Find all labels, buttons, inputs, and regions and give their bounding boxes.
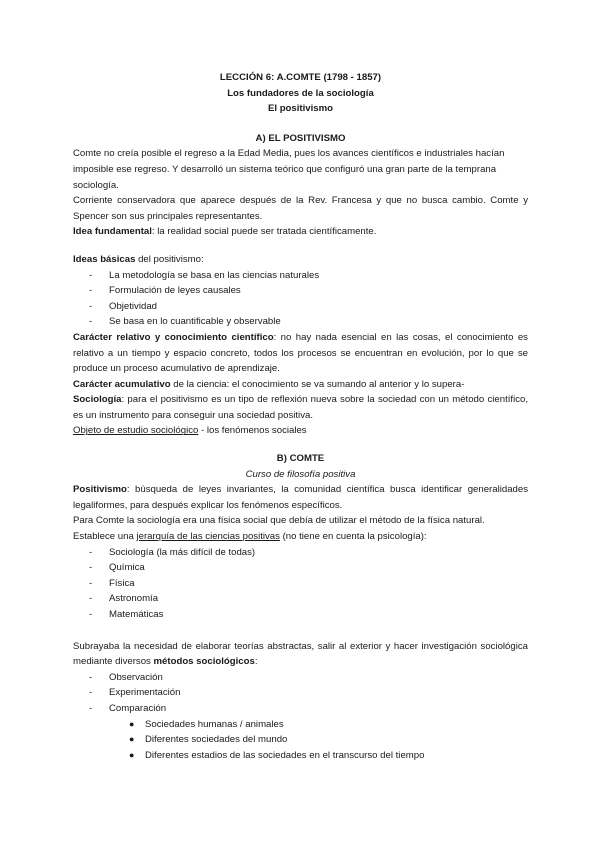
comparacion-list bbox=[73, 717, 528, 764]
list-item: - Formulación de leyes causales bbox=[89, 285, 241, 297]
positivismo-label: Positivismo bbox=[73, 484, 127, 496]
list-item: - Química bbox=[89, 562, 145, 574]
caracter-acumulativo-label: Carácter acumulativo bbox=[73, 378, 171, 390]
caracter-acumulativo: Carácter acumulativo de la ciencia: el conocimiento se va sumando al anterior y lo supera- bbox=[73, 378, 465, 390]
metodos-intro: Subrayaba la necesidad de elaborar teorías abstractas, salir al exterior y hacer investigación sociológica mediante diversos métodos sociológicos: bbox=[73, 640, 528, 668]
lesson-topic: El positivismo bbox=[267, 103, 334, 115]
list-item: - Observación bbox=[89, 671, 163, 683]
jerarquia: Establece una jerarquía de las ciencias positivas (no tiene en cuenta la psicología): bbox=[73, 531, 427, 543]
caracter-relativo: Carácter relativo y conocimiento científico: no hay nada esencial en las cosas, el conocimiento es relativo a un tiempo y espacio concreto, todos los procesos se encuentran en evolución, por lo que se produce un proceso acumulativo de aprendizaje. bbox=[73, 331, 528, 375]
metodos-list bbox=[73, 670, 528, 717]
document-page bbox=[73, 70, 528, 763]
paragraph-corriente: Corriente conservadora que aparece después de la Rev. Francesa y que no busca cambio. Comte y Spencer son sus principales representantes. bbox=[73, 195, 528, 222]
list-item: - Astronomía bbox=[89, 593, 159, 605]
positivismo-def: Positivismo: búsqueda de leyes invariantes, la comunidad científica busca identificar generalidades legaliformes, para después explicar los fenómenos específicos. bbox=[73, 484, 528, 511]
list-item: - Matemáticas bbox=[89, 609, 164, 620]
paragraph-fisica-social: Para Comte la sociología era una física social que debía de utilizar el método de la física natural. bbox=[73, 515, 485, 527]
ciencias-list bbox=[73, 545, 528, 623]
list-item: ● Sociedades humanas / animales bbox=[73, 717, 528, 733]
list-item: - Se basa en lo cuantificable y observable bbox=[89, 316, 281, 328]
objeto-estudio: Objeto de estudio sociológico - los fenómenos sociales bbox=[73, 425, 307, 437]
list-item: - Objetividad bbox=[89, 300, 157, 312]
idea-label: Idea fundamental bbox=[73, 226, 152, 238]
lesson-title: LECCIÓN 6: A.COMTE (1798 - 1857) bbox=[219, 72, 382, 83]
paragraph-edad-media: Comte no creía posible el regreso a la Edad Media, pues los avances científicos e industriales hacían imposible ese regreso. Y desarrolló un sistema teórico que configuró una gran parte de la temprana sociología. bbox=[73, 148, 505, 191]
list-item: - Experimentación bbox=[89, 687, 181, 699]
list-item: ● Diferentes estadios de las sociedades en el transcurso del tiempo bbox=[73, 748, 528, 764]
bullet-icon: ● bbox=[129, 718, 135, 729]
bullet-icon: ● bbox=[129, 749, 135, 760]
list-item: - Comparación bbox=[89, 702, 167, 714]
section-a-heading: A) EL POSITIVISMO bbox=[255, 132, 346, 144]
list-item: - La metodología se basa en las ciencias naturales bbox=[89, 269, 320, 281]
sociologia-label: Sociología bbox=[73, 394, 122, 406]
sociologia-def: Sociología: para el positivismo es un tipo de reflexión nueva sobre la sociedad con un método científico, es un instrumento para conseguir una sociedad positiva. bbox=[73, 394, 528, 421]
section-b-heading: B) COMTE bbox=[276, 453, 325, 465]
jerarquia-underlined: jerarquía de las ciencias positivas bbox=[136, 531, 280, 543]
idea-text: : la realidad social puede ser tratada científicamente. bbox=[151, 226, 377, 238]
list-item: ● Diferentes sociedades del mundo bbox=[73, 732, 528, 748]
objeto-label: Objeto de estudio sociológico bbox=[73, 425, 199, 437]
lesson-subtitle: Los fundadores de la sociología bbox=[227, 87, 374, 99]
list-item: - Física bbox=[89, 577, 135, 589]
section-b-subheading: Curso de filosofía positiva bbox=[245, 468, 356, 480]
basic-label: Ideas básicas bbox=[73, 253, 136, 265]
ideas-basicas bbox=[73, 252, 528, 268]
basic-ideas-list bbox=[73, 268, 528, 330]
basic-text: del positivismo: bbox=[135, 253, 204, 265]
title-block bbox=[73, 70, 528, 117]
list-item: - Sociología (la más difícil de todas) bbox=[89, 546, 256, 558]
caracter-relativo-label: Carácter relativo y conocimiento científico bbox=[73, 331, 274, 343]
bullet-icon: ● bbox=[129, 734, 135, 745]
idea-fundamental bbox=[73, 224, 528, 240]
metodos-bold: métodos sociológicos bbox=[153, 656, 255, 668]
